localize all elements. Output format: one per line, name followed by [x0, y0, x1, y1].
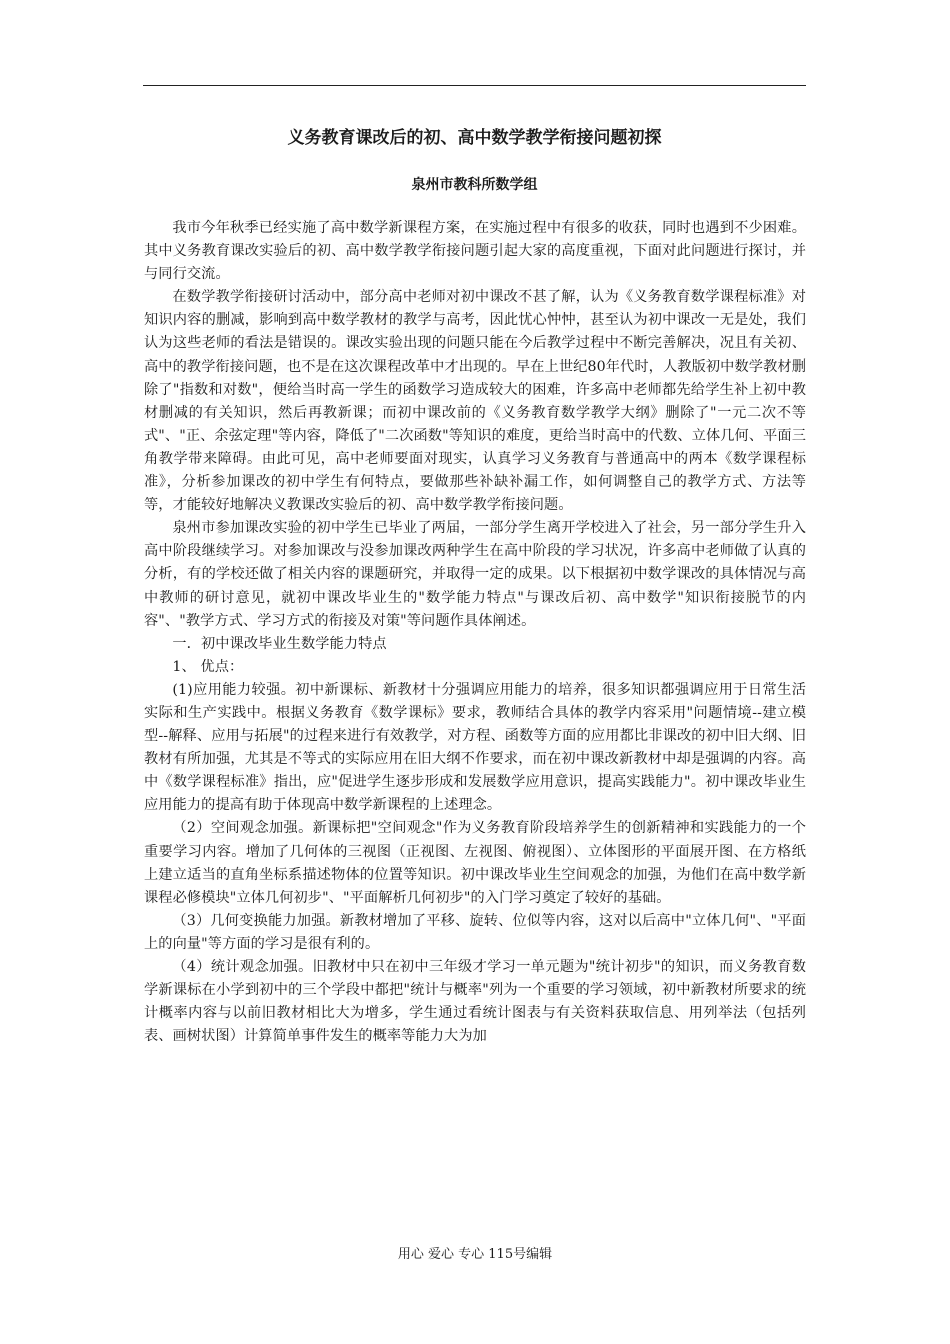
- header-rule: [143, 85, 806, 86]
- section-heading: 一．初中课改毕业生数学能力特点: [172, 635, 387, 652]
- paragraph: （2）空间观念加强。新课标把"空间观念"作为义务教育阶段培养学生的创新精神和实践能力的一个重要学习内容。增加了几何体的三视图（正视图、左视图、俯视图）、立体图形的平面展开图、在方格纸上建立适当的直角坐标系描述物体的位置等知识。初中课改毕业生空间观念的加强，为他们在高中数学新课程必修模块"立体几何初步"、"平面解析几何初步"的入门学习奠定了较好的基础。: [144, 820, 806, 906]
- paragraph: 泉州市参加课改实验的初中学生已毕业了两届，一部分学生离开学校进入了社会，另一部分学生升入高中阶段继续学习。对参加课改与没参加课改两种学生在高中阶段的学习状况，许多高中老师做了认真的分析，有的学校还做了相关内容的课题研究，并取得一定的成果。以下根据初中数学课改的具体情况与高中教师的研讨意见，就初中课改毕业生的"数学能力特点"与课改后初、高中数学"知识衔接脱节的内容"、"教学方式、学习方式的衔接及对策"等问题作具体阐述。: [144, 520, 806, 629]
- subsection-heading: 1、 优点：: [172, 658, 244, 675]
- paragraph: 我市今年秋季已经实施了高中数学新课程方案，在实施过程中有很多的收获，同时也遇到不少困难。其中义务教育课改实验后的初、高中数学教学衔接问题引起大家的高度重视，下面对此问题进行探讨，并与同行交流。: [144, 220, 806, 283]
- page-footer: 用心 爱心 专心 115号编辑: [397, 1247, 553, 1262]
- body-text: [144, 217, 806, 1048]
- author-line: 泉州市教科所数学组: [411, 177, 538, 193]
- paragraph: （3）几何变换能力加强。新教材增加了平移、旋转、位似等内容，这对以后高中"立体几何"、"平面上的向量"等方面的学习是很有利的。: [144, 912, 806, 952]
- page-title: 义务教育课改后的初、高中数学教学衔接问题初探: [287, 128, 662, 148]
- paragraph: （4）统计观念加强。旧教材中只在初中三年级才学习一单元题为"统计初步"的知识，而义务教育数学新课标在小学到初中的三个学段中都把"统计与概率"列为一个重要的学习领域，初中新教材所要求的统计概率内容与以前旧教材相比大为增多，学生通过看统计图表与有关资料获取信息、用列举法（包括列表、画树状图）计算简单事件发生的概率等能力大为加: [144, 959, 806, 1045]
- paragraph: 在数学教学衔接研讨活动中，部分高中老师对初中课改不甚了解，认为《义务教育数学课程标准》对知识内容的删减，影响到高中数学教材的教学与高考，因此忧心忡忡，甚至认为初中课改一无是处，我们认为这些老师的看法是错误的。课改实验出现的问题只能在今后教学过程中不断完善解决，况且有关初、高中的教学衔接问题，也不是在这次课程改革中才出现的。早在上世纪80年代时，人教版初中数学教材删除了"指数和对数"，便给当时高一学生的函数学习造成较大的困难，许多高中老师都先给学生补上初中教材删减的有关知识，然后再教新课；而初中课改前的《义务教育数学教学大纲》删除了"一元二次不等式"、"正、余弦定理"等内容，降低了"二次函数"等知识的难度，更给当时高中的代数、立体几何、平面三角教学带来障碍。由此可见，高中老师要面对现实，认真学习义务教育与普通高中的两本《数学课程标准》，分析参加课改的初中学生有何特点，要做那些补缺补漏工作，如何调整自己的教学方式、方法等等，才能较好地解决义教课改实验后的初、高中数学教学衔接问题。: [144, 289, 806, 514]
- paragraph: (1)应用能力较强。初中新课标、新教材十分强调应用能力的培养，很多知识都强调应用于日常生活实际和生产实践中。根据义务教育《数学课标》要求，教师结合具体的教学内容采用"问题情境--建立模型--解释、应用与拓展"的过程来进行有效教学，对方程、函数等方面的应用都比非课改的初中旧大纲、旧教材有所加强，尤其是不等式的实际应用在旧大纲不作要求，而在初中课改新教材中却是强调的内容。高中《数学课程标准》指出，应"促进学生逐步形成和发展数学应用意识，提高实践能力"。初中课改毕业生应用能力的提高有助于体现高中数学新课程的上述理念。: [144, 681, 806, 814]
